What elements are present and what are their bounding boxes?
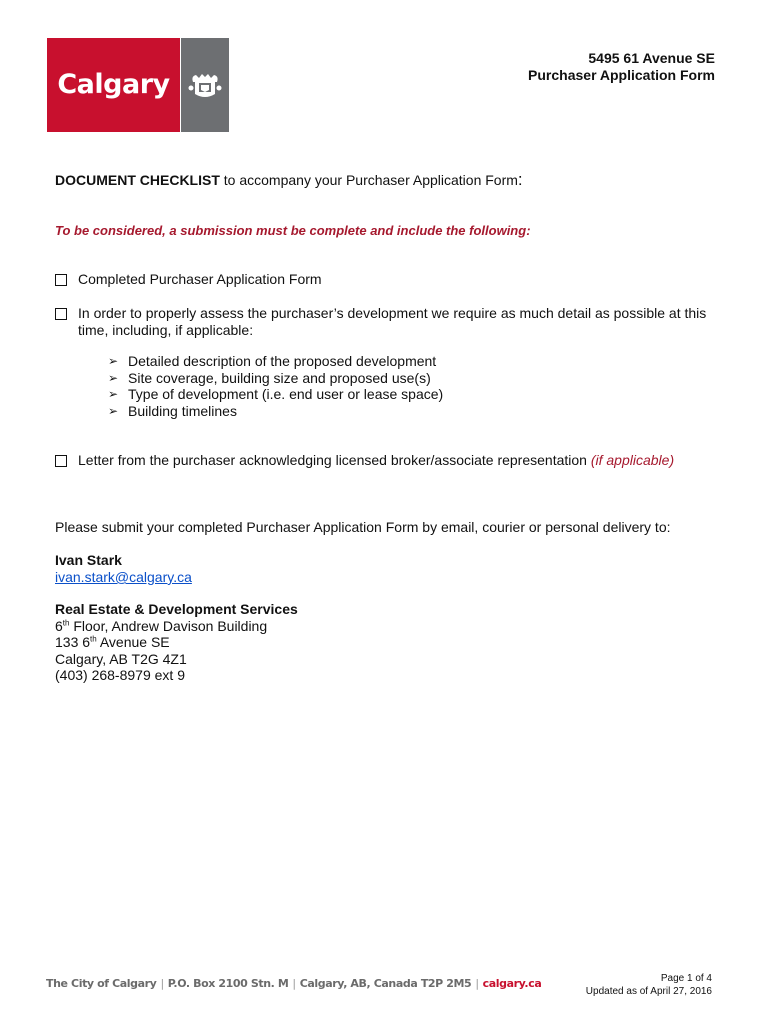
footer-separator: | (160, 977, 164, 990)
list-item-text: Detailed description of the proposed development (128, 353, 437, 369)
logo-crest-panel (181, 38, 229, 132)
submission-instructions: Please submit your completed Purchaser Application Form by email, courier or personal delivery to: (55, 519, 671, 535)
arrow-bullet-icon: ➢ (108, 387, 119, 401)
list-item (108, 353, 443, 370)
footer-separator: | (292, 977, 296, 990)
checklist-title (55, 170, 523, 190)
arrow-bullet-icon: ➢ (108, 354, 119, 368)
footer-po-box: P.O. Box 2100 Stn. M (167, 977, 289, 990)
updated-date: Updated as of April 27, 2016 (585, 986, 712, 997)
address-street: 133 6th Avenue SE (55, 634, 170, 650)
checklist-item-label: Completed Purchaser Application Form (78, 271, 322, 287)
list-item-text: Building timelines (128, 402, 237, 419)
calgary-logo (47, 38, 229, 132)
footer-location: Calgary, AB, Canada T2P 2M5 (299, 977, 472, 990)
requirement-notice: To be considered, a submission must be complete and include the following: (55, 223, 531, 238)
mailing-address (55, 601, 298, 684)
footer-contact-line (46, 977, 541, 990)
footer-website-link[interactable]: calgary.ca (482, 977, 542, 990)
phone-number: (403) 268-8979 ext 9 (55, 667, 185, 683)
list-item-text: Site coverage, building size and proposed use(s) (128, 369, 431, 386)
development-detail-list (108, 353, 443, 419)
arrow-bullet-icon: ➢ (108, 403, 119, 418)
checklist-title-bold: DOCUMENT CHECKLIST (55, 172, 220, 188)
checkbox[interactable] (55, 274, 67, 286)
checklist-item-text: Letter from the purchaser acknowledging licensed broker/associate representation (78, 452, 591, 468)
footer-org: The City of Calgary (46, 977, 157, 990)
logo-wordmark: Calgary (47, 38, 180, 132)
coat-of-arms-icon (187, 72, 223, 100)
address-city: Calgary, AB T2G 4Z1 (55, 650, 187, 667)
form-name: Purchaser Application Form (528, 67, 715, 83)
contact-email-link[interactable]: ivan.stark@calgary.ca (55, 569, 192, 585)
checkbox[interactable] (55, 455, 67, 467)
list-item-text: Type of development (i.e. end user or lease space) (128, 386, 444, 402)
property-address: 5495 61 Avenue SE (588, 50, 715, 66)
footer-separator: | (475, 977, 479, 990)
contact-block (55, 552, 192, 586)
list-item (108, 370, 443, 387)
arrow-bullet-icon: ➢ (108, 370, 119, 385)
contact-name: Ivan Stark (55, 552, 122, 568)
page-number: Page 1 of 4 (660, 973, 712, 984)
checkbox[interactable] (55, 308, 67, 320)
checklist-title-colon: : (517, 170, 523, 189)
page-info (586, 972, 712, 998)
checklist-item-label (78, 452, 718, 469)
checklist-item-label: In order to properly assess the purchaser’s development we require as much detail as possible at this time, including, if applicable: (78, 305, 707, 338)
checklist-title-rest: to accompany your Purchaser Application Form (219, 172, 518, 188)
document-header (528, 50, 715, 84)
department-name: Real Estate & Development Services (55, 601, 298, 617)
if-applicable-note: (if applicable) (590, 452, 675, 468)
address-floor: 6th Floor, Andrew Davison Building (55, 617, 268, 634)
list-item (108, 403, 443, 420)
list-item (108, 386, 443, 403)
